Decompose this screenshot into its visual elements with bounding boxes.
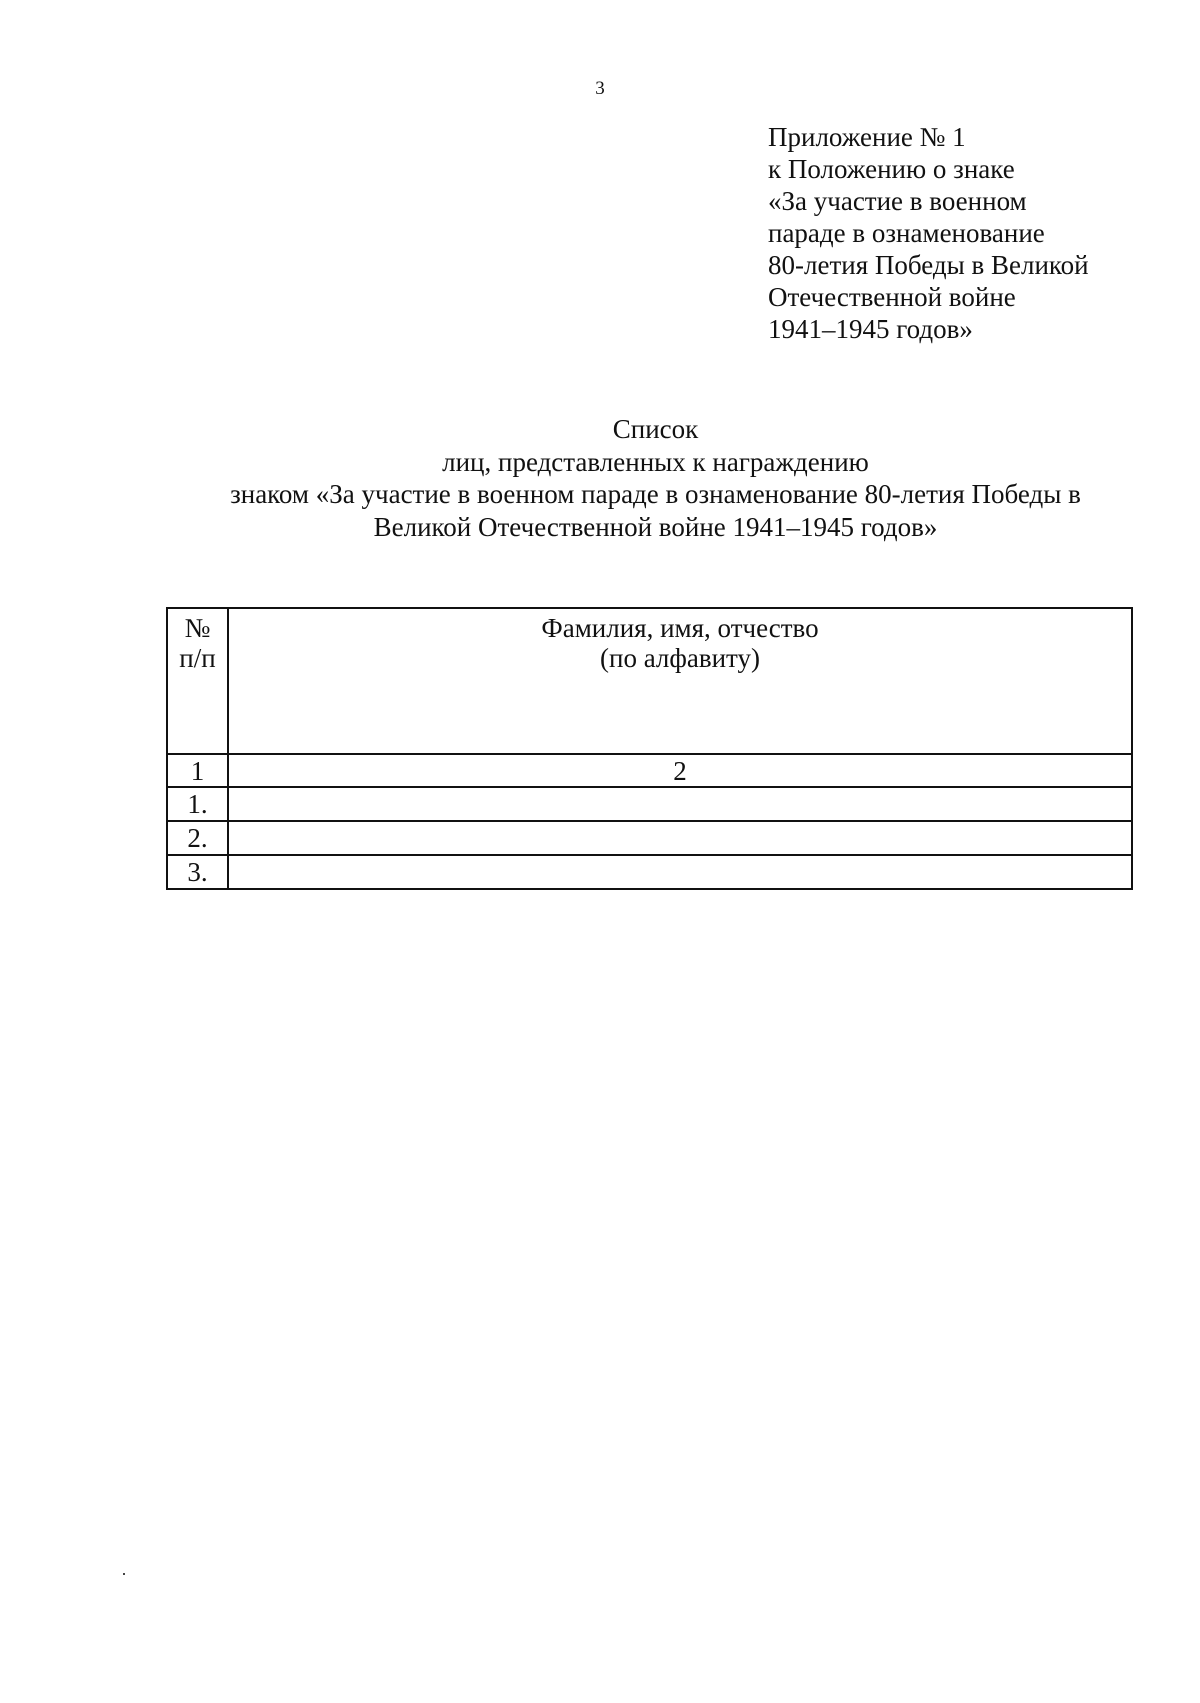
- column-index-cell: 1: [167, 754, 228, 787]
- document-title: [0, 413, 1200, 543]
- row-number-cell: 1.: [167, 787, 228, 821]
- header-number-abbr: п/п: [179, 643, 216, 673]
- appendix-header: [768, 121, 1089, 345]
- row-name-cell: [228, 821, 1132, 855]
- title-line: лиц, представленных к награждению: [442, 446, 869, 477]
- title-line: знаком «За участие в военном параде в ознаменование 80-летия Победы в: [230, 479, 1081, 509]
- appendix-line: к Положению о знаке: [768, 154, 1015, 184]
- page-number: 3: [595, 78, 605, 99]
- table-row: [167, 855, 1132, 889]
- scan-speck: [123, 1573, 125, 1575]
- table-row: [167, 787, 1132, 821]
- title-line: Список: [612, 414, 699, 444]
- header-name-cell: [228, 608, 1132, 754]
- appendix-line: параде в ознаменование: [768, 218, 1045, 248]
- appendix-line: Отечественной войне: [768, 282, 1016, 312]
- header-name-note: (по алфавиту): [600, 643, 760, 673]
- row-number-cell: 2.: [167, 821, 228, 855]
- column-index-cell: 2: [228, 754, 1132, 787]
- header-number-cell: [167, 608, 228, 754]
- nominees-table: [166, 607, 1133, 890]
- row-name-cell: [228, 855, 1132, 889]
- row-number-cell: 3.: [167, 855, 228, 889]
- table-header-row: [167, 608, 1132, 754]
- appendix-line: 1941–1945 годов»: [768, 314, 973, 344]
- title-line: Великой Отечественной войне 1941–1945 годов»: [373, 511, 938, 542]
- column-index-row: [167, 754, 1132, 787]
- appendix-line: Приложение № 1: [768, 122, 966, 152]
- appendix-line: 80-летия Победы в Великой: [768, 250, 1089, 280]
- header-number-symbol: №: [184, 613, 211, 643]
- row-name-cell: [228, 787, 1132, 821]
- header-name-label: Фамилия, имя, отчество: [541, 613, 819, 643]
- table-row: [167, 821, 1132, 855]
- appendix-line: «За участие в военном: [768, 186, 1027, 216]
